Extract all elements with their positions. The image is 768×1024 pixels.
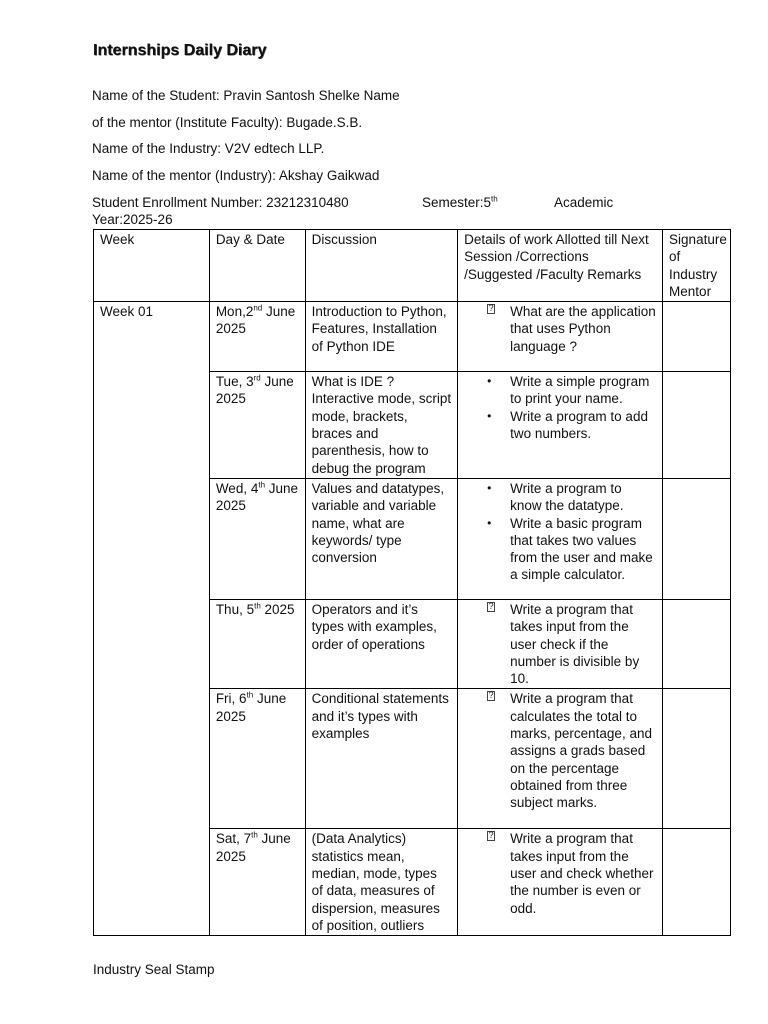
details-cell — [458, 829, 663, 936]
day-date-cell: Tue, 3rd June 2025 — [209, 372, 305, 479]
details-item: ? What are the application that uses Python language ? — [488, 303, 656, 354]
details-cell — [458, 302, 663, 372]
academic-label: Academic — [554, 195, 614, 210]
signature-cell — [663, 302, 731, 372]
diary-table — [93, 229, 731, 936]
day-date-cell: Mon,2nd June 2025 — [209, 302, 305, 372]
day-date-cell: Wed, 4th June 2025 — [209, 478, 305, 599]
academic-year: Year:2025-26 — [92, 212, 173, 227]
signature-cell — [663, 689, 731, 829]
industry-seal-stamp-label: Industry Seal Stamp — [93, 962, 215, 977]
discussion-cell: Operators and it’s types with examples, order of operations — [305, 599, 458, 688]
day-date-cell: Thu, 5th 2025 — [209, 599, 305, 688]
details-cell — [458, 372, 663, 479]
bullet-icon: • — [487, 515, 492, 530]
details-cell — [458, 478, 663, 599]
checkbox-glyph-icon: ? — [488, 690, 494, 701]
semester: Semester:5th — [422, 194, 498, 210]
student-name-line: Name of the Student: Pravin Santosh Shelke Name — [92, 88, 400, 103]
bullet-icon: • — [487, 408, 492, 423]
day-date-cell: Fri, 6th June 2025 — [209, 689, 305, 829]
week-cell: Week 01 — [94, 302, 210, 936]
details-cell — [458, 599, 663, 688]
table-header-row — [94, 230, 731, 302]
header-signature: Signature of Industry Mentor — [663, 230, 731, 302]
checkbox-glyph-icon: ? — [488, 600, 494, 611]
signature-cell — [663, 478, 731, 599]
checkbox-glyph-icon: ? — [488, 303, 494, 314]
industry-name-line: Name of the Industry: V2V edtech LLP. — [92, 141, 325, 156]
discussion-cell: Conditional statements and it’s types with examples — [305, 689, 458, 829]
faculty-mentor-line: of the mentor (Institute Faculty): Bugade.S.B. — [92, 115, 363, 130]
details-item: • Write a program to add two numbers. — [487, 408, 648, 442]
details-item: • Write a program to know the datatype. — [487, 480, 624, 514]
discussion-cell: (Data Analytics) statistics mean, median, mode, types of data, measures of dispersion, measures of position, outliers — [305, 829, 458, 936]
enrollment-number: Student Enrollment Number: 23212310480 — [92, 195, 349, 210]
checkbox-glyph-icon: ? — [488, 830, 494, 841]
header-week: Week — [94, 230, 210, 302]
bullet-icon: • — [487, 374, 492, 389]
discussion-cell: Values and datatypes, variable and variable name, what are keywords/ type conversion — [305, 478, 458, 599]
signature-cell — [663, 372, 731, 479]
page-title: Internships Daily Diary — [93, 42, 267, 59]
discussion-cell: What is IDE ? Interactive mode, script mode, brackets, braces and parenthesis, how to debug the program — [305, 372, 458, 479]
details-item: • Write a simple program to print your name. — [487, 374, 650, 407]
enrollment-block — [92, 194, 652, 228]
signature-cell — [663, 599, 731, 688]
details-cell — [458, 689, 663, 829]
details-item: ? Write a program that takes input from the user check if the number is divisible by 10. — [488, 600, 640, 687]
bullet-icon: • — [487, 480, 492, 495]
day-date-cell: Sat, 7th June 2025 — [209, 829, 305, 936]
details-item: ? Write a program that takes input from the user and check whether the number is even or odd. — [488, 830, 654, 916]
discussion-cell: Introduction to Python, Features, Installation of Python IDE — [305, 302, 458, 372]
header-details: Details of work Allotted till Next Session /Corrections /Suggested /Faculty Remarks — [458, 230, 663, 302]
header-discussion: Discussion — [305, 230, 458, 302]
details-item: ? Write a program that calculates the total to marks, percentage, and assigns a grads based on the percentage obtained from three subject marks. — [488, 690, 652, 811]
header-day-date: Day & Date — [209, 230, 305, 302]
table-row — [94, 302, 731, 372]
details-item: • Write a basic program that takes two values from the user and make a simple calculator. — [487, 515, 653, 583]
signature-cell — [663, 829, 731, 936]
industry-mentor-line: Name of the mentor (Industry): Akshay Gaikwad — [92, 168, 380, 183]
